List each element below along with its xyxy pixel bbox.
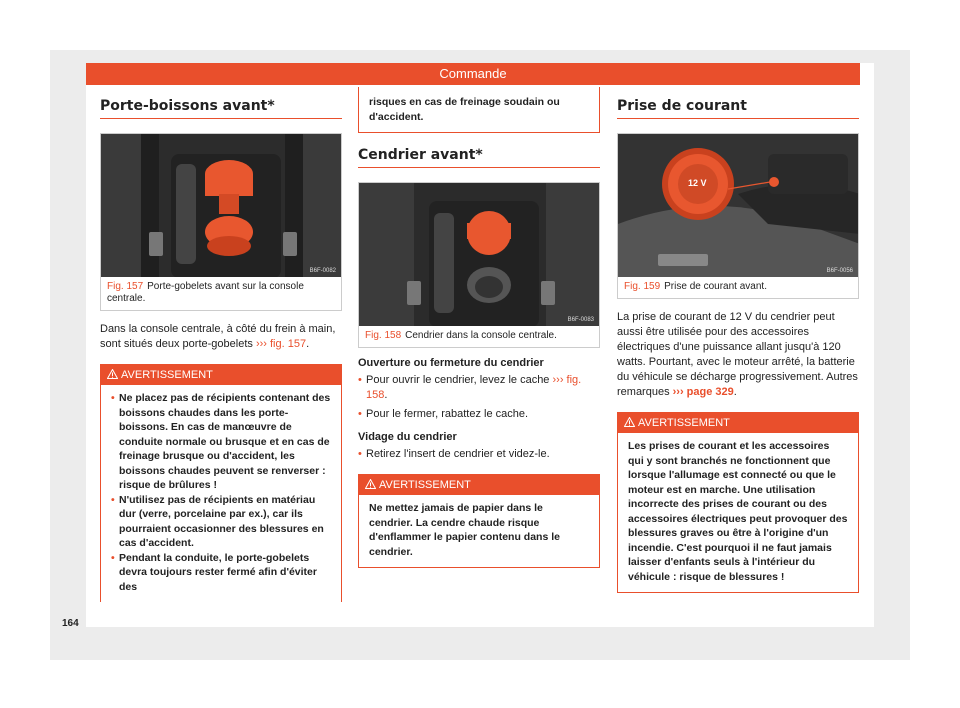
- subheading-open-close: Ouverture ou fermeture du cendrier: [358, 357, 544, 369]
- figure-number: Fig. 157: [107, 281, 144, 292]
- warning-item: • Ne placez pas de récipients contenant des boissons chaudes dans les porte-boissons. En cas de manœuvre de conduite normale ou brusque et en cas de freinage brusque ou d'accident, les boissons chaudes peuvent se renverser : risque de brûlures !: [111, 391, 331, 493]
- figure-link[interactable]: ››› fig. 157: [255, 338, 307, 350]
- figure-159-image: [617, 133, 859, 277]
- figure-159-caption: [617, 277, 859, 299]
- bullet-item: • Retirez l'insert de cendrier et videz-le.: [358, 447, 600, 462]
- warning-box: [617, 412, 859, 593]
- page-link[interactable]: ››› page 329: [672, 386, 734, 398]
- figure-number: Fig. 158: [365, 330, 402, 341]
- bullet-item: [358, 373, 600, 403]
- figure-code: B6F-0083: [567, 317, 594, 323]
- section-header: Commande: [86, 63, 860, 85]
- section-heading-power-socket: Prise de courant: [617, 88, 859, 119]
- warning-item: • Pendant la conduite, le porte-gobelets devra toujours rester fermé afin d'éviter des: [111, 551, 331, 595]
- warning-title: AVERTISSEMENT: [379, 479, 471, 491]
- warning-header: [101, 365, 341, 385]
- warning-item: • N'utilisez pas de récipients en matériau dur (verre, porcelaine par ex.), car ils pourraient occasionner des blessures en cas d'accident.: [111, 493, 331, 551]
- figure-158-image: [358, 182, 600, 326]
- body-end: .: [733, 386, 737, 398]
- bullet-item: • Pour le fermer, rabattez le cache.: [358, 407, 600, 422]
- column-ashtray: [358, 88, 600, 568]
- bullet-text: Pour ouvrir le cendrier, levez le cache: [366, 374, 550, 386]
- figure-link[interactable]: ››› fig. 158: [366, 374, 582, 401]
- warning-box: [100, 364, 342, 602]
- figure-158-caption: [358, 326, 600, 348]
- figure-code: B6F-0056: [826, 268, 853, 274]
- body-text: Dans la console centrale, à côté du frein à main, sont situés deux porte-gobelets: [100, 323, 336, 350]
- figure-number: Fig. 159: [624, 281, 661, 292]
- socket-label: 12 V: [688, 178, 707, 188]
- section-heading-cup-holders: Porte-boissons avant*: [100, 88, 342, 119]
- warning-continued: risques en cas de freinage soudain ou d'accident.: [358, 87, 600, 133]
- caption-text: Porte-gobelets avant sur la console centrale.: [107, 281, 304, 304]
- body-paragraph: [617, 310, 859, 400]
- warning-box: [358, 474, 600, 568]
- warning-title: AVERTISSEMENT: [121, 369, 213, 381]
- warning-header: [618, 413, 858, 433]
- warning-body: Ne mettez jamais de papier dans le cendrier. La cendre chaude risque d'enflammer le papier contenu dans le cendrier.: [369, 502, 560, 558]
- body-end: .: [306, 338, 310, 350]
- warning-icon: [365, 479, 376, 489]
- section-heading-ashtray: Cendrier avant*: [358, 139, 600, 168]
- caption-text: Cendrier dans la console centrale.: [405, 330, 557, 341]
- warning-body: Les prises de courant et les accessoires qui y sont branchés ne fonctionnent que lorsque l'allumage est connecté ou que le moteur est en marche. Une utilisation incorrecte des prises de courant ou des accessoires électriques peut provoquer des blessures graves ou être à l'origine d'un incendie. C'est pourquoi il ne faut jamais laisser d'enfants seuls à l'intérieur du véhicule : risque de blessures !: [628, 440, 848, 583]
- page-number: 164: [62, 618, 79, 629]
- subheading-emptying: Vidage du cendrier: [358, 431, 457, 443]
- warning-title: AVERTISSEMENT: [638, 417, 730, 429]
- warning-body: [101, 385, 341, 602]
- body-text: La prise de courant de 12 V du cendrier peut aussi être utilisée pour des accessoires électriques d'une puissance allant jusqu'à 120 watts. Pourtant, avec le moteur arrêté, la batterie du véhicule se décharge progressivement. Autres remarques: [617, 311, 858, 398]
- body-paragraph: [100, 322, 342, 352]
- column-cup-holders: [100, 88, 342, 602]
- warning-icon: [107, 369, 118, 379]
- column-power-socket: [617, 88, 859, 593]
- figure-157-caption: [100, 277, 342, 311]
- warning-header: [359, 475, 599, 495]
- caption-text: Prise de courant avant.: [664, 281, 767, 292]
- bullet-end: .: [384, 389, 388, 401]
- figure-157-image: [100, 133, 342, 277]
- warning-icon: [624, 417, 635, 427]
- figure-code: B6F-0082: [309, 268, 336, 274]
